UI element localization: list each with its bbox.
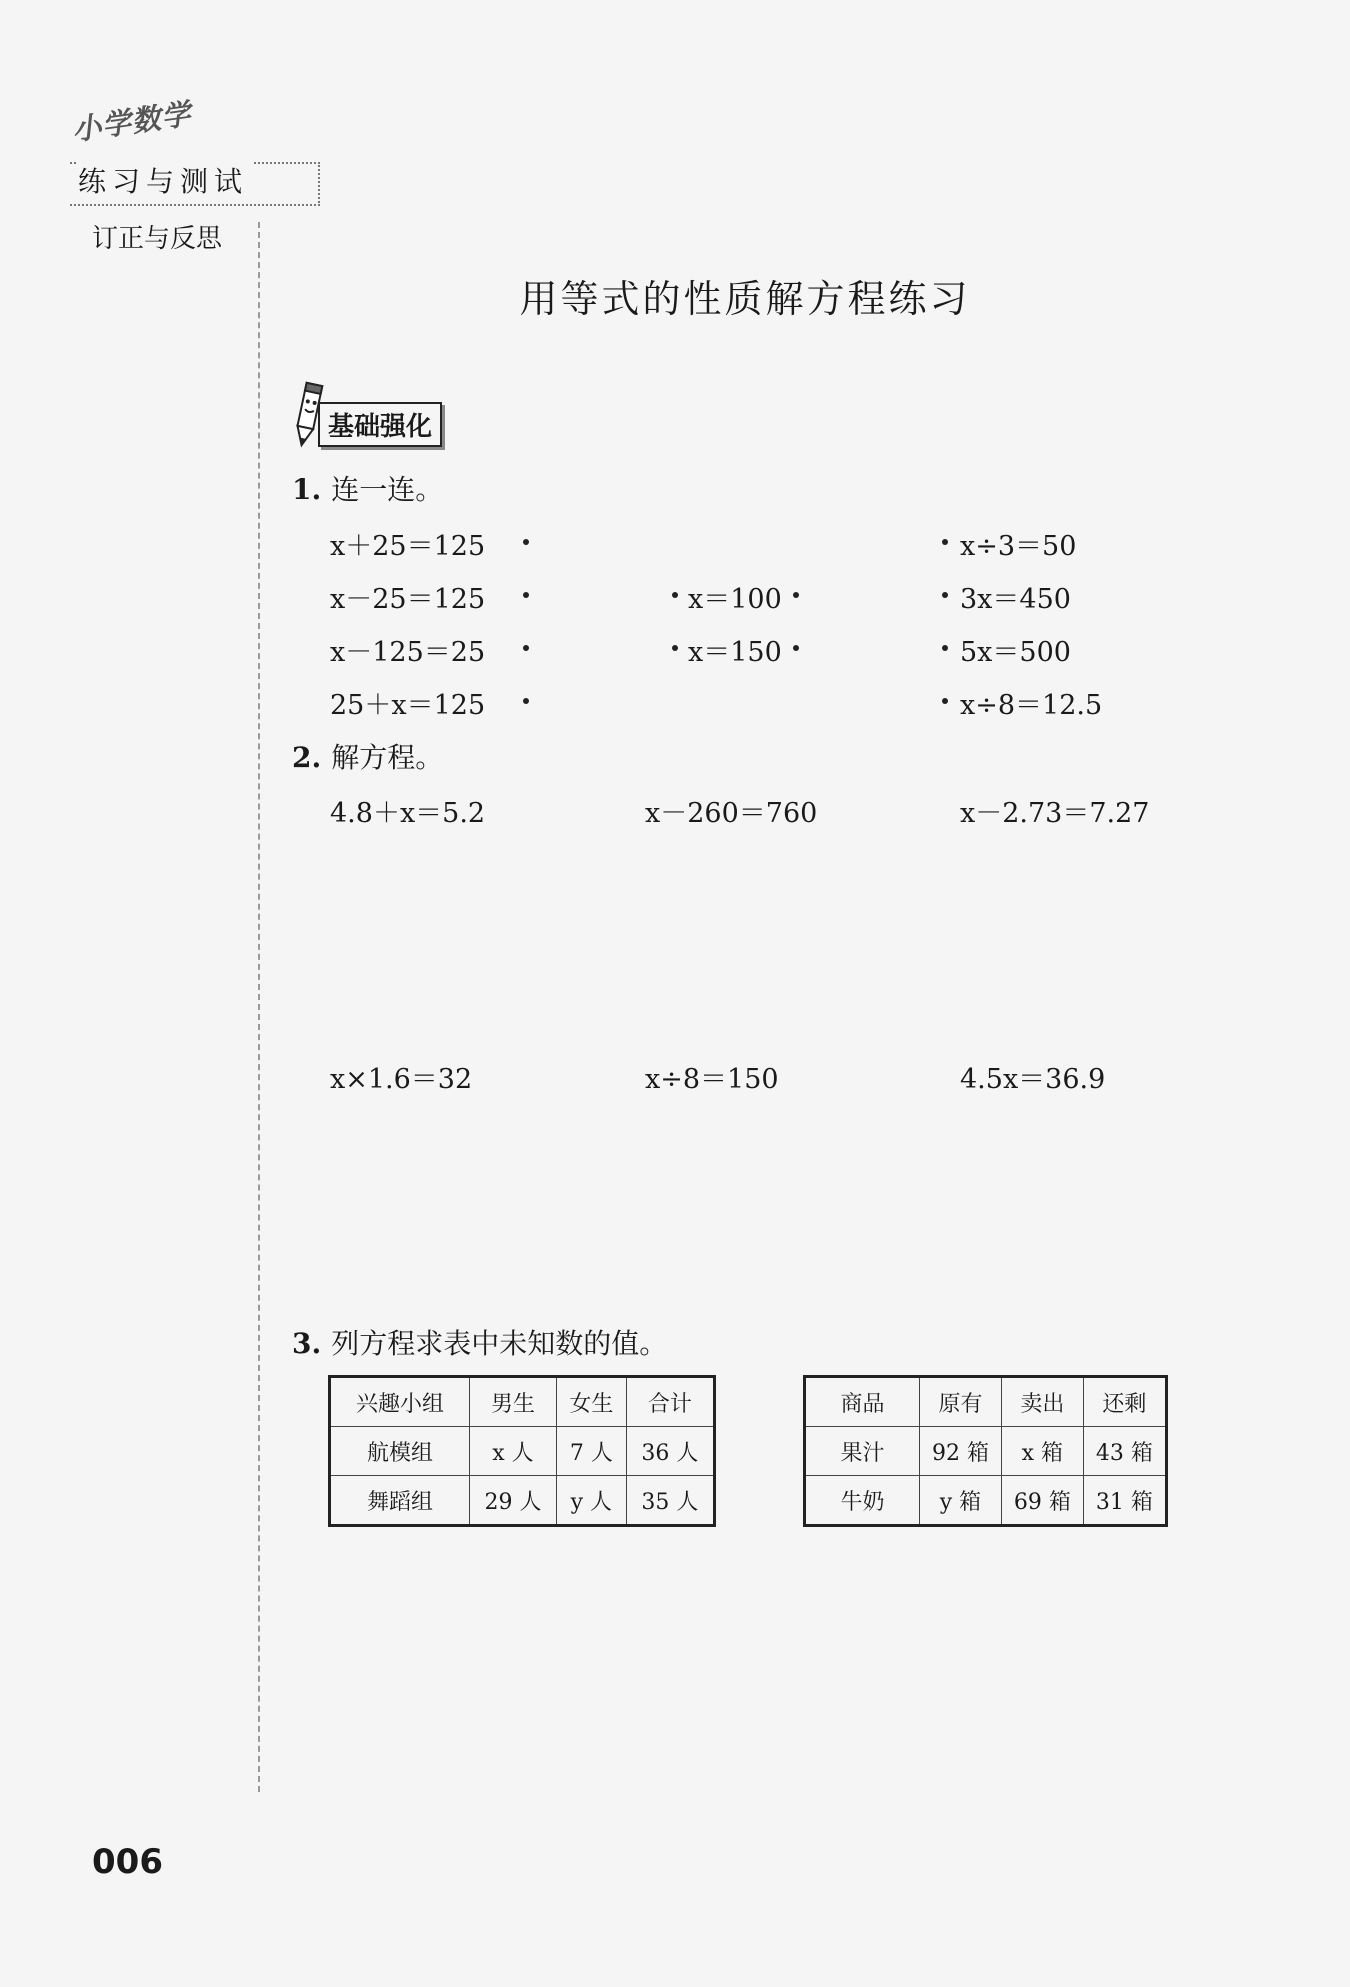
table-cell: 果汁 xyxy=(805,1427,920,1476)
table-header-row xyxy=(805,1377,1167,1427)
series-logo: 小学数学 xyxy=(69,96,194,148)
table-cell: x 人 xyxy=(470,1427,557,1476)
table-header-cell: 女生 xyxy=(556,1377,626,1427)
margin-divider xyxy=(258,222,260,1792)
table-cell: 舞蹈组 xyxy=(330,1476,470,1526)
table-cell: y 箱 xyxy=(920,1476,1002,1526)
table-header-cell: 男生 xyxy=(470,1377,557,1427)
question-2-heading xyxy=(292,736,443,776)
equation: x×1.6＝32 xyxy=(330,1064,473,1095)
question-prompt: 列方程求表中未知数的值。 xyxy=(331,1327,668,1360)
match-middle-item: x＝150 xyxy=(688,637,782,668)
match-left-item: 25＋x＝125 xyxy=(330,690,486,721)
page-title: 用等式的性质解方程练习 xyxy=(519,277,971,321)
match-left-item: x＋25＝125 xyxy=(330,531,486,562)
question-number: 2. xyxy=(292,741,322,774)
table-cell: 牛奶 xyxy=(805,1476,920,1526)
table-cell: x 箱 xyxy=(1001,1427,1083,1476)
section-label: 基础强化 xyxy=(318,402,442,447)
match-point[interactable] xyxy=(942,645,948,651)
table-cell: 35 人 xyxy=(626,1476,714,1526)
table-header-cell: 卖出 xyxy=(1001,1377,1083,1427)
match-point[interactable] xyxy=(672,592,678,598)
table-row xyxy=(805,1427,1167,1476)
table-cell: 92 箱 xyxy=(920,1427,1002,1476)
match-right-item: x÷8＝12.5 xyxy=(960,690,1103,721)
question-1-heading xyxy=(292,468,443,508)
match-point[interactable] xyxy=(942,592,948,598)
table-cell: y 人 xyxy=(556,1476,626,1526)
goods-table xyxy=(803,1375,1168,1527)
match-point[interactable] xyxy=(942,698,948,704)
match-point[interactable] xyxy=(523,592,529,598)
table-row xyxy=(330,1427,715,1476)
page-number: 006 xyxy=(92,1842,163,1882)
table-row xyxy=(330,1476,715,1526)
match-point[interactable] xyxy=(523,645,529,651)
question-number: 3. xyxy=(292,1327,322,1360)
match-point[interactable] xyxy=(793,645,799,651)
match-point[interactable] xyxy=(942,539,948,545)
match-point[interactable] xyxy=(523,539,529,545)
match-right-item: 3x＝450 xyxy=(960,584,1071,615)
table-cell: 69 箱 xyxy=(1001,1476,1083,1526)
table-header-row xyxy=(330,1377,715,1427)
table-header-cell: 原有 xyxy=(920,1377,1002,1427)
match-point[interactable] xyxy=(793,592,799,598)
match-middle-item: x＝100 xyxy=(688,584,782,615)
equation: x÷8＝150 xyxy=(645,1064,779,1095)
table-header-cell: 兴趣小组 xyxy=(330,1377,470,1427)
table-header-cell: 合计 xyxy=(626,1377,714,1427)
question-prompt: 解方程。 xyxy=(331,741,444,774)
match-right-item: x÷3＝50 xyxy=(960,531,1077,562)
interest-group-table xyxy=(328,1375,716,1527)
margin-title: 订正与反思 xyxy=(92,224,223,254)
question-3-heading xyxy=(292,1322,667,1362)
match-point[interactable] xyxy=(523,698,529,704)
table-header-cell: 还剩 xyxy=(1083,1377,1166,1427)
table-cell: 航模组 xyxy=(330,1427,470,1476)
match-left-item: x－25＝125 xyxy=(330,584,486,615)
table-row xyxy=(805,1476,1167,1526)
table-header-cell: 商品 xyxy=(805,1377,920,1427)
match-right-item: 5x＝500 xyxy=(960,637,1071,668)
question-number: 1. xyxy=(292,473,322,506)
table-cell: 43 箱 xyxy=(1083,1427,1166,1476)
brand-subtitle: 练习与测试 xyxy=(78,160,252,200)
equation: 4.8＋x＝5.2 xyxy=(330,798,486,829)
equation: x－2.73＝7.27 xyxy=(960,798,1150,829)
question-prompt: 连一连。 xyxy=(331,473,444,506)
match-point[interactable] xyxy=(672,645,678,651)
table-cell: 31 箱 xyxy=(1083,1476,1166,1526)
match-left-item: x－125＝25 xyxy=(330,637,486,668)
table-cell: 36 人 xyxy=(626,1427,714,1476)
equation: 4.5x＝36.9 xyxy=(960,1064,1106,1095)
table-cell: 29 人 xyxy=(470,1476,557,1526)
table-cell: 7 人 xyxy=(556,1427,626,1476)
equation: x－260＝760 xyxy=(645,798,818,829)
